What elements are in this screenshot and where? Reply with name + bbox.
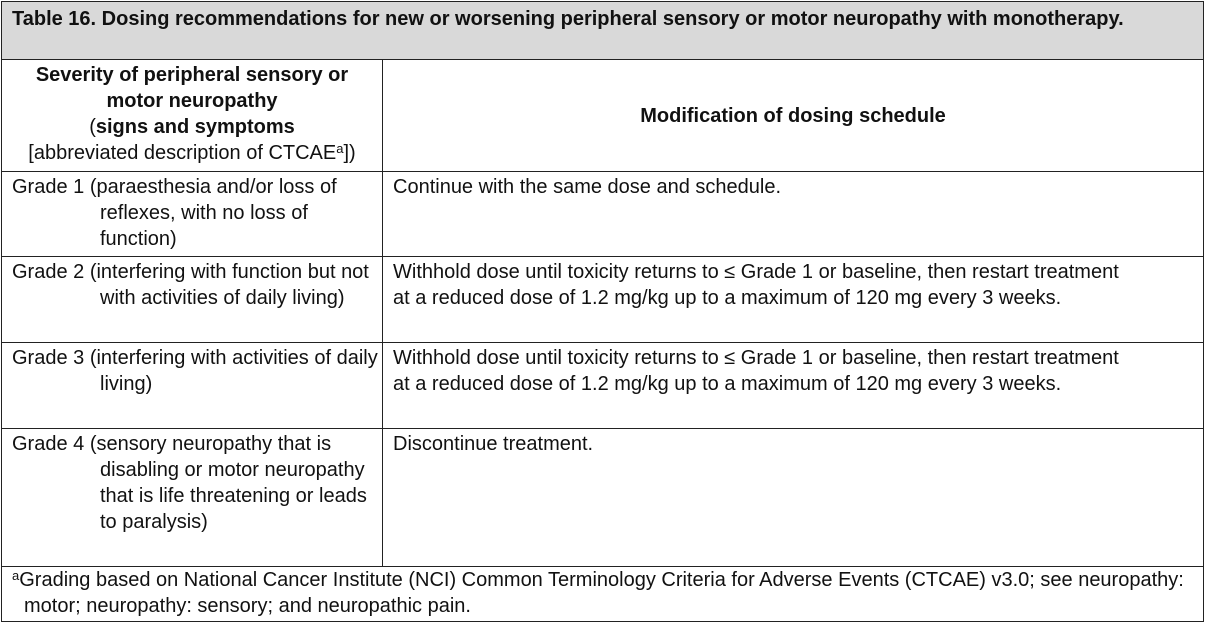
modification-text: Withhold dose until toxicity returns to ≤ Grade 1 or baseline, then restart treatment at a reduced dose of 1.2 mg/kg up to a maximum of 120 mg every 3 weeks. <box>393 347 1119 395</box>
severity-cell <box>2 343 383 429</box>
footnote-marker: a <box>12 568 20 583</box>
table-row <box>2 429 1204 567</box>
table-row <box>2 257 1204 343</box>
header-signs-symptoms: signs and symptoms <box>95 116 295 138</box>
table-row <box>2 172 1204 257</box>
table-header-row <box>2 60 1204 172</box>
document <box>1 1 1203 622</box>
table-footnote <box>12 567 1193 619</box>
header-severity-title: Severity of peripheral sensory or motor neuropathy <box>35 64 349 112</box>
header-ctcae-post: ]) <box>343 142 356 164</box>
header-severity <box>2 60 383 172</box>
header-ctcae-sup: a <box>336 141 344 156</box>
table-caption: Table 16. Dosing recommendations for new or worsening peripheral sensory or motor neuropathy with monotherapy. <box>12 8 1124 30</box>
footnote-text: Grading based on National Cancer Institute (NCI) Common Terminology Criteria for Adverse Events (CTCAE) v3.0; see neuropathy: motor; neuropathy: sensory; and neuropathic pain. <box>19 569 1184 617</box>
severity-cell <box>2 429 383 567</box>
modification-cell <box>383 257 1204 343</box>
table-caption-cell <box>2 2 1204 60</box>
modification-cell <box>383 343 1204 429</box>
severity-text: Grade 2 (interfering with function but not with activities of daily living) <box>12 261 369 309</box>
modification-cell: Continue with the same dose and schedule. <box>383 172 1204 257</box>
header-modification: Modification of dosing schedule <box>383 60 1204 172</box>
severity-text: Grade 1 (paraesthesia and/or loss of reflexes, with no loss of function) <box>12 176 337 250</box>
table-row <box>2 343 1204 429</box>
modification-text: Withhold dose until toxicity returns to ≤ Grade 1 or baseline, then restart treatment at a reduced dose of 1.2 mg/kg up to a maximum of 120 mg every 3 weeks. <box>393 261 1119 309</box>
table-footnote-row <box>2 567 1204 622</box>
modification-cell: Discontinue treatment. <box>383 429 1204 567</box>
severity-text: Grade 4 (sensory neuropathy that is disabling or motor neuropathy that is life threatening or leads to paralysis) <box>12 433 367 533</box>
severity-cell <box>2 257 383 343</box>
table-footnote-cell <box>2 567 1204 622</box>
table-caption-row <box>2 2 1204 60</box>
severity-text: Grade 3 (interfering with activities of daily living) <box>12 347 378 395</box>
header-ctcae-pre: [abbreviated description of CTCAE <box>28 142 337 164</box>
header-open-paren: ( <box>89 116 96 138</box>
severity-cell <box>2 172 383 257</box>
dosing-table <box>1 1 1204 622</box>
